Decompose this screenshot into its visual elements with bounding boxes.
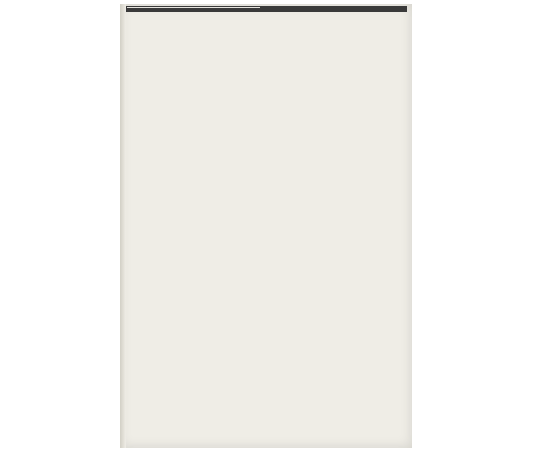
assigned-rub xyxy=(261,12,285,13)
issued-kop xyxy=(333,12,359,13)
table-row xyxy=(127,12,407,13)
row-description xyxy=(127,12,261,13)
remaining-kop xyxy=(381,12,407,13)
table-body xyxy=(127,9,407,13)
document-page xyxy=(120,4,412,448)
assigned-kop xyxy=(285,12,309,13)
page-binding-edge xyxy=(120,4,126,448)
issued-rub xyxy=(309,12,333,13)
remaining-rub xyxy=(359,12,381,13)
expense-table xyxy=(126,6,407,12)
